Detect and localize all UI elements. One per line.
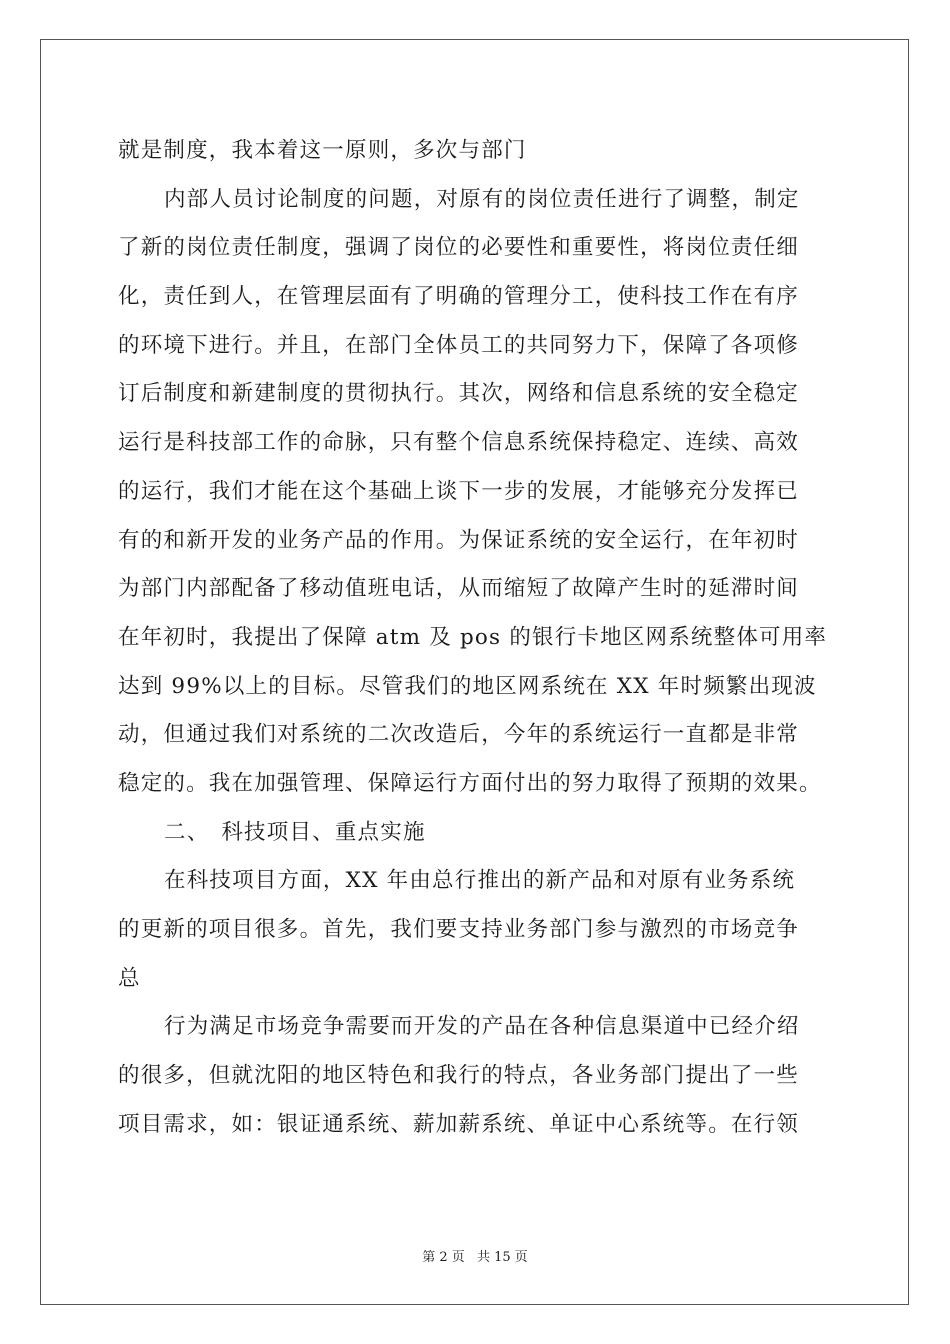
body-line-14: 稳定的。我在加强管理、保障运行方面付出的努力取得了预期的效果。 <box>118 770 822 796</box>
body-line-17: 的更新的项目很多。首先，我们要支持业务部门参与激烈的市场竞争 <box>118 917 800 942</box>
body-line-4: 化，责任到人，在管理层面有了明确的管理分工，使科技工作在有序 <box>118 284 800 310</box>
body-line-9: 有的和新开发的业务产品的作用。为保证系统的安全运行，在年初时 <box>118 527 800 553</box>
body-line-18: 总 <box>118 965 141 991</box>
body-line-7: 运行是科技部工作的命脉，只有整个信息系统保持稳定、连续、高效 <box>118 430 800 456</box>
body-line-10: 为部门内部配备了移动值班电话，从而缩短了故障产生时的延滞时间 <box>118 576 800 602</box>
body-line-6: 订后制度和新建制度的贯彻执行。其次，网络和信息系统的安全稳定 <box>118 381 800 407</box>
section-heading: 二、 科技项目、重点实施 <box>164 819 426 845</box>
body-line-20: 的很多，但就沈阳的地区特色和我行的特点，各业务部门提出了一些 <box>118 1063 800 1089</box>
body-line-11: 在年初时，我提出了保障 atm 及 pos 的银行卡地区网系统整体可用率 <box>118 624 828 650</box>
page-number: 第 2 页 <box>422 1250 465 1265</box>
body-line-13: 动，但通过我们对系统的二次改造后，今年的系统运行一直都是非常 <box>118 722 800 748</box>
body-line-3: 了新的岗位责任制度，强调了岗位的必要性和重要性，将岗位责任细 <box>118 235 800 261</box>
page-total: 共 15 页 <box>476 1250 528 1265</box>
body-line-12: 达到 99%以上的目标。尽管我们的地区网系统在 XX 年时频繁出现波 <box>118 673 817 699</box>
page-footer <box>0 1246 950 1265</box>
body-line-2: 内部人员讨论制度的问题，对原有的岗位责任进行了调整，制定 <box>164 186 800 212</box>
body-line-21: 项目需求，如：银证通系统、薪加薪系统、单证中心系统等。在行领 <box>118 1111 800 1137</box>
body-line-16: 在科技项目方面，XX 年由总行推出的新产品和对原有业务系统 <box>164 868 796 894</box>
body-line-1: 就是制度，我本着这一原则，多次与部门 <box>118 138 527 163</box>
body-line-19: 行为满足市场竞争需要而开发的产品在各种信息渠道中已经介绍 <box>164 1014 800 1040</box>
body-line-8: 的运行，我们才能在这个基础上谈下一步的发展，才能够充分发挥已 <box>118 478 800 504</box>
document-body <box>118 127 838 1149</box>
body-line-5: 的环境下进行。并且，在部门全体员工的共同努力下，保障了各项修 <box>118 332 800 358</box>
